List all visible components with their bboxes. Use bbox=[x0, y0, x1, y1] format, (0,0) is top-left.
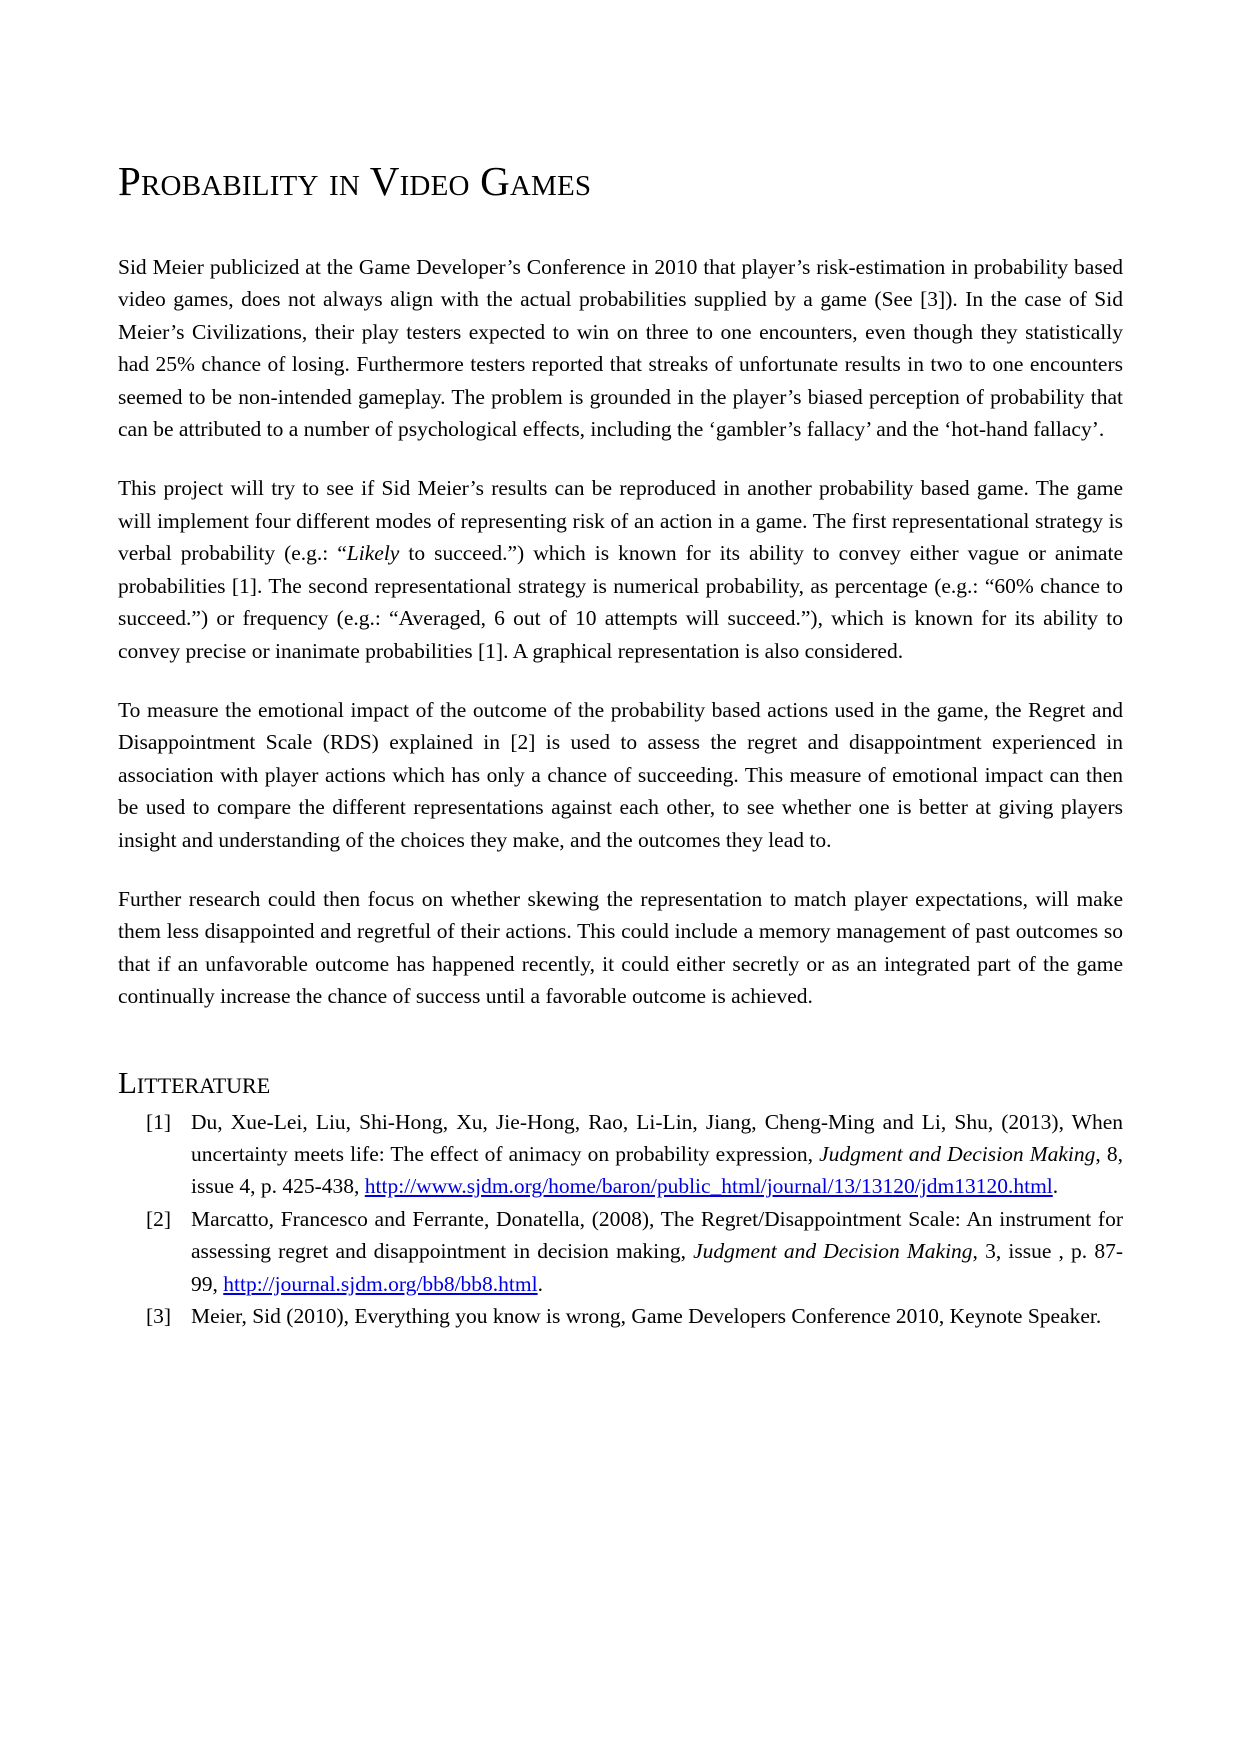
paragraph-measure bbox=[118, 694, 1123, 856]
reference-journal-name: Judgment and Decision Making bbox=[819, 1142, 1096, 1167]
reference-authors-title: Meier, Sid (2010), Everything you know is wrong, Game Developers Conference 2010, Keynote Speaker. bbox=[191, 1304, 1102, 1329]
paragraph-further-research bbox=[118, 883, 1123, 1013]
reference-tail: . bbox=[537, 1271, 543, 1296]
paragraph-project bbox=[118, 472, 1123, 666]
reference-journal-name: Judgment and Decision Making bbox=[693, 1239, 973, 1264]
reference-item bbox=[118, 1106, 1123, 1203]
paragraph-project-text-a: This project will try to see if Sid Meier’s results can be reproduced in another probability based game. The game will implement four different modes of representing risk of an action in a game. The first representational strategy is verbal probability (e.g.: “ bbox=[118, 476, 1123, 566]
reference-url-link[interactable]: http://www.sjdm.org/home/baron/public_html/journal/13/13120/jdm13120.html bbox=[364, 1174, 1053, 1199]
paragraph-measure-text: To measure the emotional impact of the outcome of the probability based actions used in the game, the Regret and Disappointment Scale (RDS) explained in [2] is used to assess the regret and disappointment experienced in association with player actions which has only a chance of succeeding. This measure of emotional impact can then be used to compare the different representations against each other, to see whether one is better at giving players insight and understanding of the choices they make, and the outcomes they lead to. bbox=[118, 697, 1123, 852]
paragraph-intro bbox=[118, 251, 1123, 445]
section-heading-litterature: Litterature bbox=[118, 1064, 271, 1100]
paragraph-intro-text: Sid Meier publicized at the Game Developer’s Conference in 2010 that player’s risk-estimation in probability based video games, does not always align with the actual probabilities supplied by a game (See [3]). In the case of Sid Meier’s Civilizations, their play testers expected to win on three to one encounters, even though they statistically had 25% chance of losing. Furthermore testers reported that streaks of unfortunate results in two to one encounters seemed to be non-intended gameplay. The problem is grounded in the player’s biased perception of probability that can be attributed to a number of psychological effects, including the ‘gambler’s fallacy’ and the ‘hot-hand fallacy’. bbox=[118, 255, 1123, 442]
reference-number: [2] bbox=[146, 1206, 172, 1231]
reference-authors-title: Du, Xue-Lei, Liu, Shi-Hong, Xu, Jie-Hong, Rao, Li-Lin, Jiang, Cheng-Ming and Li, Shu, (2013), When uncertainty meets life: The effect of animacy on probability expression, bbox=[191, 1109, 1123, 1167]
reference-number: [1] bbox=[146, 1109, 172, 1134]
page-content bbox=[118, 160, 1123, 1333]
paragraph-project-emphasis: Likely bbox=[346, 541, 400, 566]
reference-volume-pages: , 8, issue 4, p. 425-438, bbox=[191, 1142, 1124, 1199]
reference-tail: . bbox=[1052, 1174, 1059, 1199]
reference-item bbox=[118, 1203, 1123, 1300]
reference-number: [3] bbox=[146, 1304, 172, 1329]
reference-url-link[interactable]: http://journal.sjdm.org/bb8/bb8.html bbox=[223, 1271, 538, 1296]
reference-volume-pages: , 3, issue , p. 87-99, bbox=[191, 1239, 1123, 1296]
reference-item bbox=[118, 1300, 1123, 1332]
paragraph-further-research-text: Further research could then focus on whether skewing the representation to match player expectations, will make them less disappointed and regretful of their actions. This could include a memory management of past outcomes so that if an unfavorable outcome has happened recently, it could either secretly or as an integrated part of the game continually increase the chance of success until a favorable outcome is achieved. bbox=[118, 886, 1123, 1009]
reference-authors-title: Marcatto, Francesco and Ferrante, Donatella, (2008), The Regret/Disappointment Scale: An instrument for assessing regret and disappointment in decision making, bbox=[191, 1206, 1123, 1264]
paragraph-project-text-b: to succeed.”) which is known for its ability to convey either vague or animate probabilities [1]. The second representational strategy is numerical probability, as percentage (e.g.: “60% chance to succeed.”) or frequency (e.g.: “Averaged, 6 out of 10 attempts will succeed.”), which is known for its ability to convey precise or inanimate probabilities [1]. A graphical representation is also considered. bbox=[118, 541, 1123, 663]
page-title: Probability in Video Games bbox=[118, 158, 592, 204]
reference-list bbox=[118, 1106, 1123, 1333]
